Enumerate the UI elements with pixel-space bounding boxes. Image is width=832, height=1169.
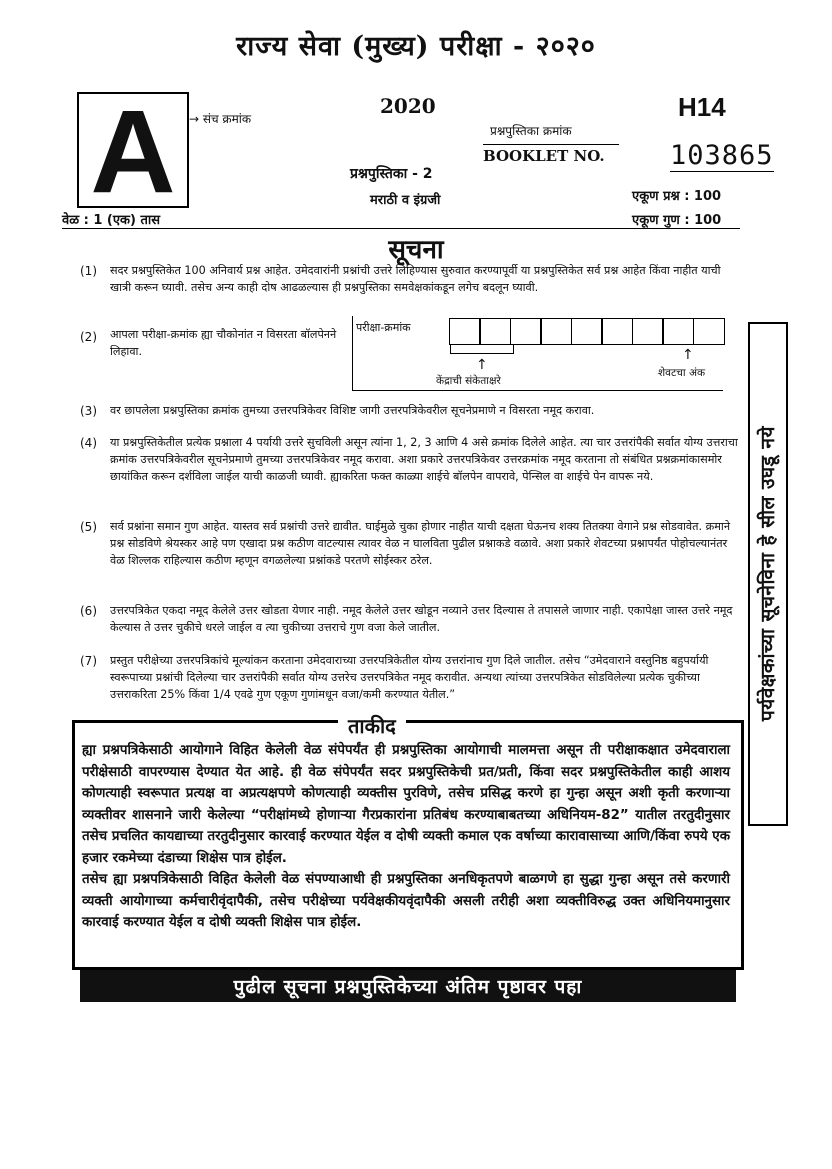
roll-digit-box[interactable]	[540, 318, 572, 345]
instruction-number: (6)	[80, 604, 97, 618]
set-label: → संच क्रमांक	[189, 112, 252, 126]
arrow-up-icon: ↑	[682, 347, 694, 363]
last-digit-label: शेवटचा अंक	[658, 367, 706, 379]
roll-digit-box[interactable]	[601, 318, 633, 345]
arrow-up-icon: ↑	[476, 357, 488, 373]
instruction-number: (1)	[80, 264, 97, 278]
roll-number-boxes[interactable]	[450, 318, 725, 345]
header-divider	[62, 228, 740, 229]
booklet-part: प्रश्नपुस्तिका - 2	[350, 166, 433, 182]
centre-code-bracket	[450, 345, 514, 354]
seal-notice-text: पर्यवेक्षकांच्या सूचनेविना हे सील उघडू नये	[757, 426, 779, 722]
booklet-number: 103865	[670, 140, 774, 171]
roll-digit-box[interactable]	[571, 318, 603, 345]
instruction-4: या प्रश्नपुस्तिकेतील प्रत्येक प्रश्नाला 4 पर्यायी उत्तरे सुचविली असून त्यांना 1, 2, 3 आणि 4 असे क्रमांक दिलेले आहेत. त्या चार उत्तरांपैकी सर्वात योग्य उत्तराचा क्रमांक उत्तरपत्रिकेवरील सूचनेप्रमाणे तुमच्या उत्तरपत्रिकेवर नमूद करावा. अशा प्रकारे उत्तरपत्रिकेवर उत्तरक्रमांक नमूद करताना तो संबंधित प्रश्नक्रमांकासमोर छायांकित करून दर्शविला जाईल याची काळजी घ्यावी. ह्याकरिता फक्त काळ्या शाईचे बॉलपेन वापरावे, पेन्सिल वा शाईचे पेन वापरू नये.	[110, 436, 738, 483]
total-marks: एकूण गुण : 100	[632, 213, 722, 228]
instruction-5: सर्व प्रश्नांना समान गुण आहेत. यास्तव सर्व प्रश्नांची उत्तरे द्यावीत. घाईमुळे चुका होणार नाहीत याची दक्षता घेऊनच शक्य तितक्या वेगाने प्रश्न सोडवावेत. क्रमाने प्रश्न सोडविणे श्रेयस्कर आहे पण एखादा प्रश्न कठीण वाटल्यास त्यावर वेळ न घालविता पुढील प्रश्नाकडे वळावे. अशा प्रकारे शेवटच्या प्रश्नापर्यंत पोहोचल्यानंतर वेळ शिल्लक राहिल्यास कठीण म्हणून वगळलेल्या प्रश्नांकडे परतणे सोईस्कर ठरेल.	[110, 520, 731, 567]
instruction-3: वर छापलेला प्रश्नपुस्तिका क्रमांक तुमच्या उत्तरपत्रिकेवर विशिष्ट जागी उत्तरपत्रिकेवरील सूचनेप्रमाणे न विसरता नमूद करावा.	[110, 404, 595, 417]
warning-title: ताकीद	[338, 712, 406, 739]
instruction-number: (4)	[80, 436, 97, 450]
warning-paragraph-1: ह्या प्रश्नपत्रिकेसाठी आयोगाने विहित केलेली वेळ संपेपर्यंत ही प्रश्नपुस्तिका आयोगाची मालमत्ता असून ती परीक्षाकक्षात उमेदवाराला परीक्षेसाठी वापरण्यास देण्यात येत आहे. ही वेळ संपेपर्यंत सदर प्रश्नपुस्तिकेची प्रत/प्रती, किंवा सदर प्रश्नपुस्तिकेतील काही आशय कोणत्याही स्वरूपात प्रत्यक्ष वा अप्रत्यक्षपणे कोणत्याही व्यक्तीस पुरविणे, तसेच प्रसिद्ध करणे हा गुन्हा असून अशी कृती करणाऱ्या व्यक्तीवर शासनाने जारी केलेल्या “परीक्षांमध्ये होणाऱ्या गैरप्रकारांना प्रतिबंध करण्याबाबतच्या अधिनियम-82” यातील तरतुदीनुसार तसेच प्रचलित कायद्याच्या तरतुदीनुसार कारवाई करण्यात येईल व दोषी व्यक्ती कमाल एक वर्षाच्या कारावासाच्या आणि/किंवा रुपये एक हजार रकमेच्या दंडाच्या शिक्षेस पात्र होईल.	[82, 743, 730, 866]
centre-code-label: केंद्राची संकेताक्षरे	[436, 375, 501, 387]
instruction-number: (7)	[80, 654, 97, 668]
instruction-number: (3)	[80, 404, 97, 418]
set-letter: A	[90, 86, 176, 218]
exam-year: 2020	[380, 94, 436, 118]
seal-notice-box	[748, 322, 788, 826]
roll-digit-box[interactable]	[510, 318, 542, 345]
set-letter-box	[77, 86, 189, 218]
roll-digit-box[interactable]	[693, 318, 725, 345]
roll-digit-box[interactable]	[662, 318, 694, 345]
language: मराठी व इंग्रजी	[370, 193, 441, 208]
instruction-2: आपला परीक्षा-क्रमांक ह्या चौकोनांत न विसरता बॉलपेनने लिहावा.	[110, 328, 337, 358]
instruction-1: सदर प्रश्नपुस्तिकेत 100 अनिवार्य प्रश्न आहेत. उमेदवारांनी प्रश्नांची उत्तरे लिहिण्यास सुरुवात करण्यापूर्वी या प्रश्नपुस्तिकेत सर्व प्रश्न आहेत किंवा नाहीत याची खात्री करून घ्यावी. तसेच अन्य काही दोष आढळल्यास ही प्रश्नपुस्तिका समवेक्षकांकडून लगेच बदलून घ्यावी.	[110, 264, 721, 294]
instruction-6: उत्तरपत्रिकेत एकदा नमूद केलेले उत्तर खोडता येणार नाही. नमूद केलेले उत्तर खोडून नव्याने उत्तर दिल्यास ते तपासले जाणार नाही. एकापेक्षा जास्त उत्तरे नमूद केल्यास ते उत्तर चुकीचे धरले जाईल व त्या चुकीच्या उत्तराचे गुण वजा केले जातील.	[110, 604, 733, 634]
instruction-number: (2)	[80, 330, 97, 344]
exam-time: वेळ : 1 (एक) तास	[62, 213, 161, 228]
roll-digit-box[interactable]	[449, 318, 481, 345]
roll-number-label: परीक्षा-क्रमांक	[356, 321, 411, 334]
warning-text	[82, 740, 730, 934]
roll-digit-box[interactable]	[479, 318, 511, 345]
instruction-7: प्रस्तुत परीक्षेच्या उत्तरपत्रिकांचे मूल्यांकन करताना उमेदवाराच्या उत्तरपत्रिकेतील योग्य उत्तरांनाच गुण दिले जातील. तसेच “उमेदवाराने वस्तुनिष्ठ बहुपर्यायी स्वरूपाच्या प्रश्नांची दिलेल्या चार उत्तरांपैकी सर्वात योग्य उत्तरेच उत्तरपत्रिकेत नमूद करावीत. अन्यथा त्यांच्या उत्तरपत्रिकेत सोडविलेल्या प्रत्येक चुकीच्या उत्तराकरिता 25% किंवा 1/4 एवढे गुण एकूण गुणांमधून वजा/कमी करण्यात येतील.”	[110, 654, 709, 701]
roll-digit-box[interactable]	[632, 318, 664, 345]
notice-title: सूचना	[388, 235, 444, 265]
exam-title: राज्य सेवा (मुख्य) परीक्षा - २०२०	[236, 31, 596, 62]
paper-code: H14	[678, 92, 726, 122]
booklet-label-en: BOOKLET NO.	[483, 144, 619, 165]
footer-banner: पुढील सूचना प्रश्नपुस्तिकेच्या अंतिम पृष्ठावर पहा	[80, 970, 736, 1002]
total-questions: एकूण प्रश्न : 100	[632, 189, 722, 204]
booklet-label-mr: प्रश्नपुस्तिका क्रमांक	[490, 124, 572, 138]
instruction-number: (5)	[80, 520, 97, 534]
warning-paragraph-2: तसेच ह्या प्रश्नपत्रिकेसाठी विहित केलेली वेळ संपण्याआधी ही प्रश्नपुस्तिका अनधिकृतपणे बाळगणे हा सुद्धा गुन्हा असून तसे करणारी व्यक्ती आयोगाच्या कर्मचारीवृंदापैकी, तसेच परीक्षेच्या पर्यवेक्षकीयवृंदापैकी असली तरीही अशा व्यक्तीविरुद्ध उक्त अधिनियमानुसार कारवाई करण्यात येईल व दोषी व्यक्ती शिक्षेस पात्र होईल.	[82, 872, 730, 930]
